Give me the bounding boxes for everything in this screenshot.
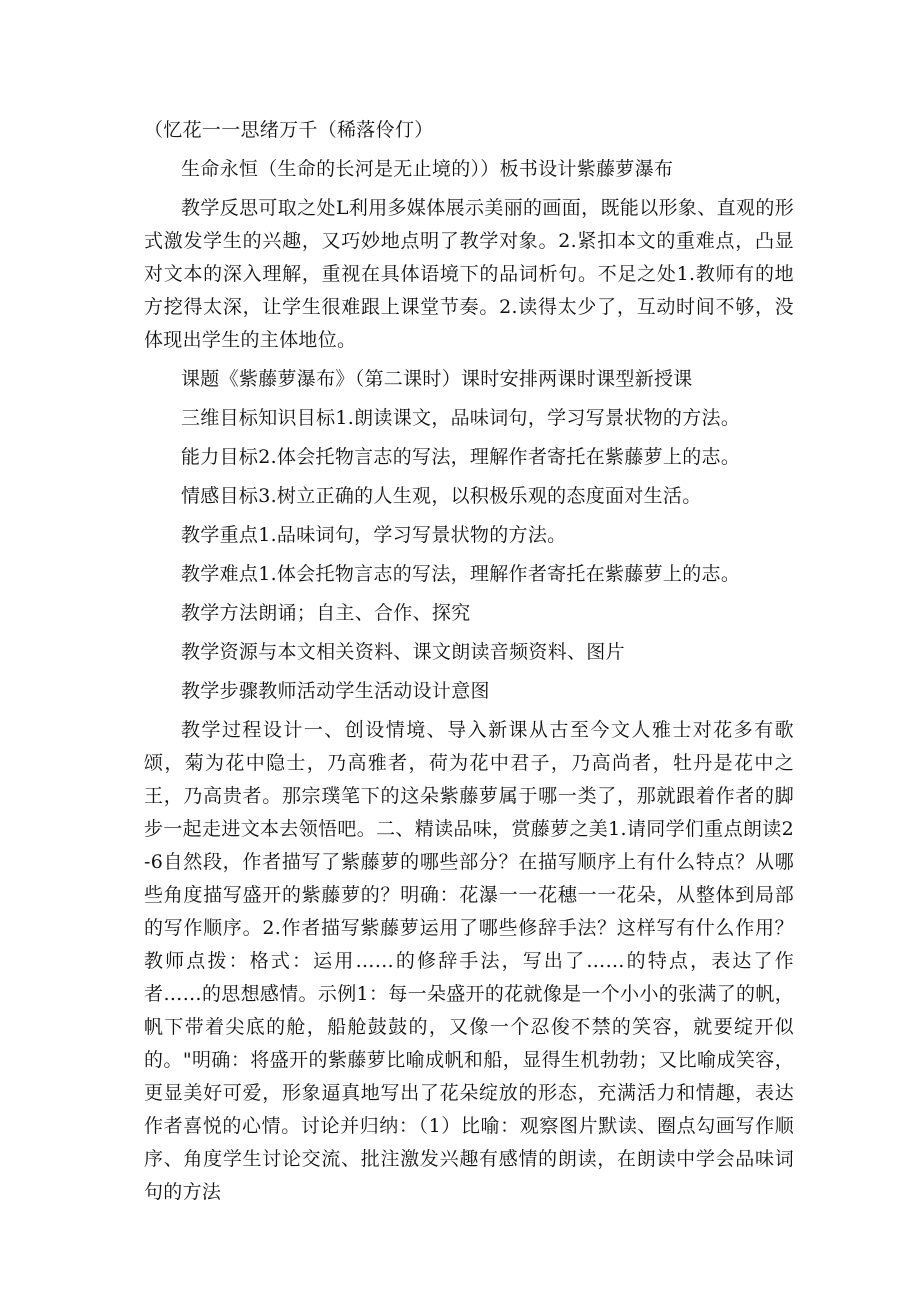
paragraph-lesson-topic: 课题《紫藤萝瀑布》（第二课时）课时安排两课时课型新授课 <box>181 368 693 390</box>
paragraph-teaching-method: 教学方法朗诵；自主、合作、探究 <box>181 602 471 624</box>
paragraph-teaching-steps: 教学步骤教师活动学生活动设计意图 <box>181 680 490 702</box>
paragraph-board-design: 生命永恒（生命的长河是无止境的））板书设计紫藤萝瀑布 <box>181 158 674 180</box>
paragraph-teaching-difficulty: 教学难点1.体会托物言志的写法，理解作者寄托在紫藤萝上的志。 <box>181 563 741 585</box>
document-body <box>144 114 794 1215</box>
paragraph-teaching-reflection: 教学反思可取之处L利用多媒体展示美丽的画面，既能以形象、直观的形式激发学生的兴趣，又巧妙地点明了教学对象。2.紧扣本文的重难点，凸显对文本的深入理解，重视在具体语境下的品词析句。不足之处1.教师有的地方挖得太深，让学生很难跟上课堂节奏。2.读得太少了，互动时间不够，没体现出学生的主体地位。 <box>144 197 794 351</box>
paragraph-teaching-resources: 教学资源与本文相关资料、课文朗读音频资料、图片 <box>181 641 625 663</box>
paragraph-teaching-process: 教学过程设计一、创设情境、导入新课从古至今文人雅士对花多有歌颂，菊为花中隐士，乃高雅者，荷为花中君子，乃高尚者，牡丹是花中之王，乃高贵者。那宗璞笔下的这朵紫藤萝属于哪一类了，那就跟着作者的脚步一起走进文本去领悟吧。二、精读品味，赏藤萝之美1.请同学们重点朗读2-6自然段，作者描写了紫藤萝的哪些部分？在描写顺序上有什么特点？从哪些角度描写盛开的紫藤萝的？明确：花瀑一一花穗一一花朵，从整体到局部的写作顺序。2.作者描写紫藤萝运用了哪些修辞手法？这样写有什么作用？教师点拨：格式：运用……的修辞手法，写出了……的特点，表达了作者……的思想感情。示例1：每一朵盛开的花就像是一个小小的张满了的帆，帆下带着尖底的舱，船舱鼓鼓的，又像一个忍俊不禁的笑容，就要绽开似的。"明确：将盛开的紫藤萝比喻成帆和船，显得生机勃勃；又比喻成笑容，更显美好可爱，形象逼真地写出了花朵绽放的形态，充满活力和情趣，表达作者喜悦的心情。讨论并归纳：（1）比喻：观察图片默读、圈点勾画写作顺序、角度学生讨论交流、批注激发兴趣有感情的朗读，在朗读中学会品味词句的方法 <box>144 719 794 1203</box>
paragraph-teaching-focus: 教学重点1.品味词句，学习写景状物的方法。 <box>181 524 567 546</box>
paragraph-emotion-goal: 情感目标3.树立正确的人生观，以积极乐观的态度面对生活。 <box>181 485 702 507</box>
paragraph-memory-flower: （忆花一一思绪万千（稀落伶仃） <box>144 119 434 141</box>
paragraph-ability-goal: 能力目标2.体会托物言志的写法，理解作者寄托在紫藤萝上的志。 <box>181 446 741 468</box>
paragraph-knowledge-goal: 三维目标知识目标1.朗读课文，品味词句，学习写景状物的方法。 <box>181 407 741 429</box>
